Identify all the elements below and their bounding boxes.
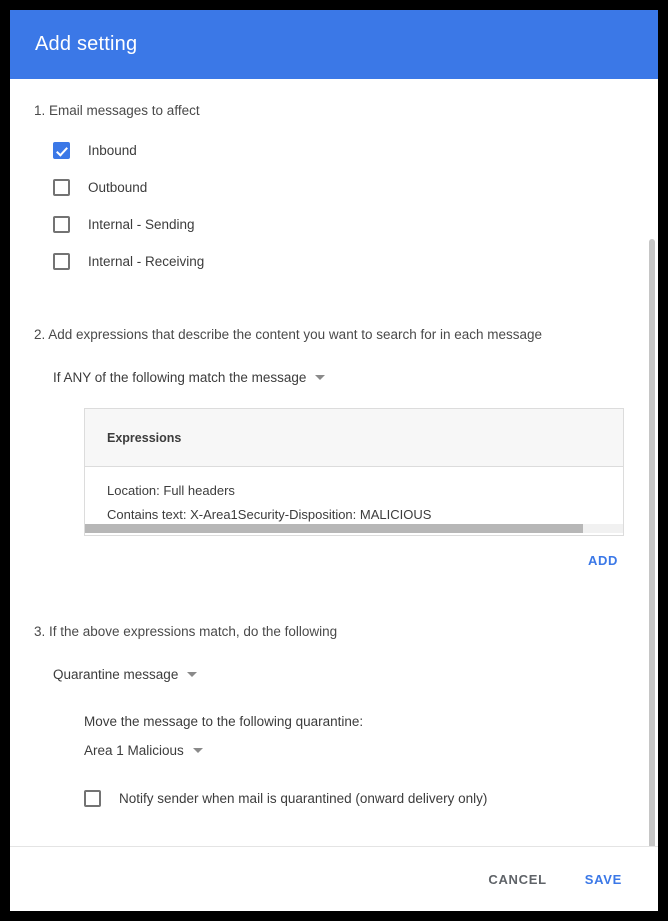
checkbox-notify-sender-icon[interactable]: [84, 790, 101, 807]
checkbox-outbound-label: Outbound: [88, 180, 148, 195]
action-type-value: Quarantine message: [53, 667, 179, 682]
match-mode-dropdown[interactable]: [53, 370, 325, 385]
message-type-checkbox-list: [34, 132, 636, 280]
expressions-column-header: Expressions: [107, 430, 182, 445]
checkbox-row-notify-sender[interactable]: [84, 790, 636, 807]
quarantine-dropdown[interactable]: [84, 743, 203, 758]
table-row[interactable]: Contains text: X-Area1Security-Disposition: MALICIOUS: [107, 507, 432, 522]
checkbox-notify-sender-label: Notify sender when mail is quarantined (onward delivery only): [119, 791, 488, 806]
horizontal-scrollbar-thumb[interactable]: [85, 524, 583, 533]
save-button[interactable]: SAVE: [584, 871, 622, 887]
checkbox-row-internal-sending[interactable]: [34, 206, 636, 243]
checkbox-outbound-icon[interactable]: [53, 179, 70, 196]
dialog-body: [10, 79, 658, 847]
cancel-button[interactable]: CANCEL: [488, 871, 547, 887]
quarantine-value: Area 1 Malicious: [84, 743, 184, 758]
chevron-down-icon: [193, 748, 203, 753]
add-expression-button[interactable]: ADD: [588, 553, 618, 568]
checkbox-row-inbound[interactable]: [34, 132, 636, 169]
checkbox-row-internal-receiving[interactable]: [34, 243, 636, 280]
checkbox-internal-sending-label: Internal - Sending: [88, 217, 195, 232]
checkbox-internal-sending-icon[interactable]: [53, 216, 70, 233]
chevron-down-icon: [315, 375, 325, 380]
match-mode-value: If ANY of the following match the message: [53, 370, 307, 385]
chevron-down-icon: [187, 672, 197, 677]
add-setting-dialog: [10, 10, 658, 911]
checkbox-inbound-icon[interactable]: [53, 142, 70, 159]
quarantine-note: Move the message to the following quarantine:: [84, 714, 364, 729]
section-1-label: 1. Email messages to affect: [34, 103, 200, 118]
checkbox-internal-receiving-icon[interactable]: [53, 253, 70, 270]
section-3-label: 3. If the above expressions match, do the following: [34, 624, 338, 639]
dialog-title: Add setting: [35, 33, 138, 55]
checkbox-inbound-label: Inbound: [88, 143, 137, 158]
section-2-label: 2. Add expressions that describe the content you want to search for in each message: [34, 327, 543, 342]
expressions-table: [84, 408, 624, 536]
dialog-footer: [10, 847, 658, 911]
dialog-header: [10, 10, 658, 79]
checkbox-row-outbound[interactable]: [34, 169, 636, 206]
checkbox-internal-receiving-label: Internal - Receiving: [88, 254, 205, 269]
vertical-scrollbar-thumb[interactable]: [649, 239, 655, 847]
expressions-table-header: [85, 409, 623, 467]
add-expression-row: [84, 536, 624, 572]
action-type-dropdown[interactable]: [53, 667, 197, 682]
table-row[interactable]: Location: Full headers: [107, 483, 235, 498]
expressions-table-body: [85, 467, 623, 535]
